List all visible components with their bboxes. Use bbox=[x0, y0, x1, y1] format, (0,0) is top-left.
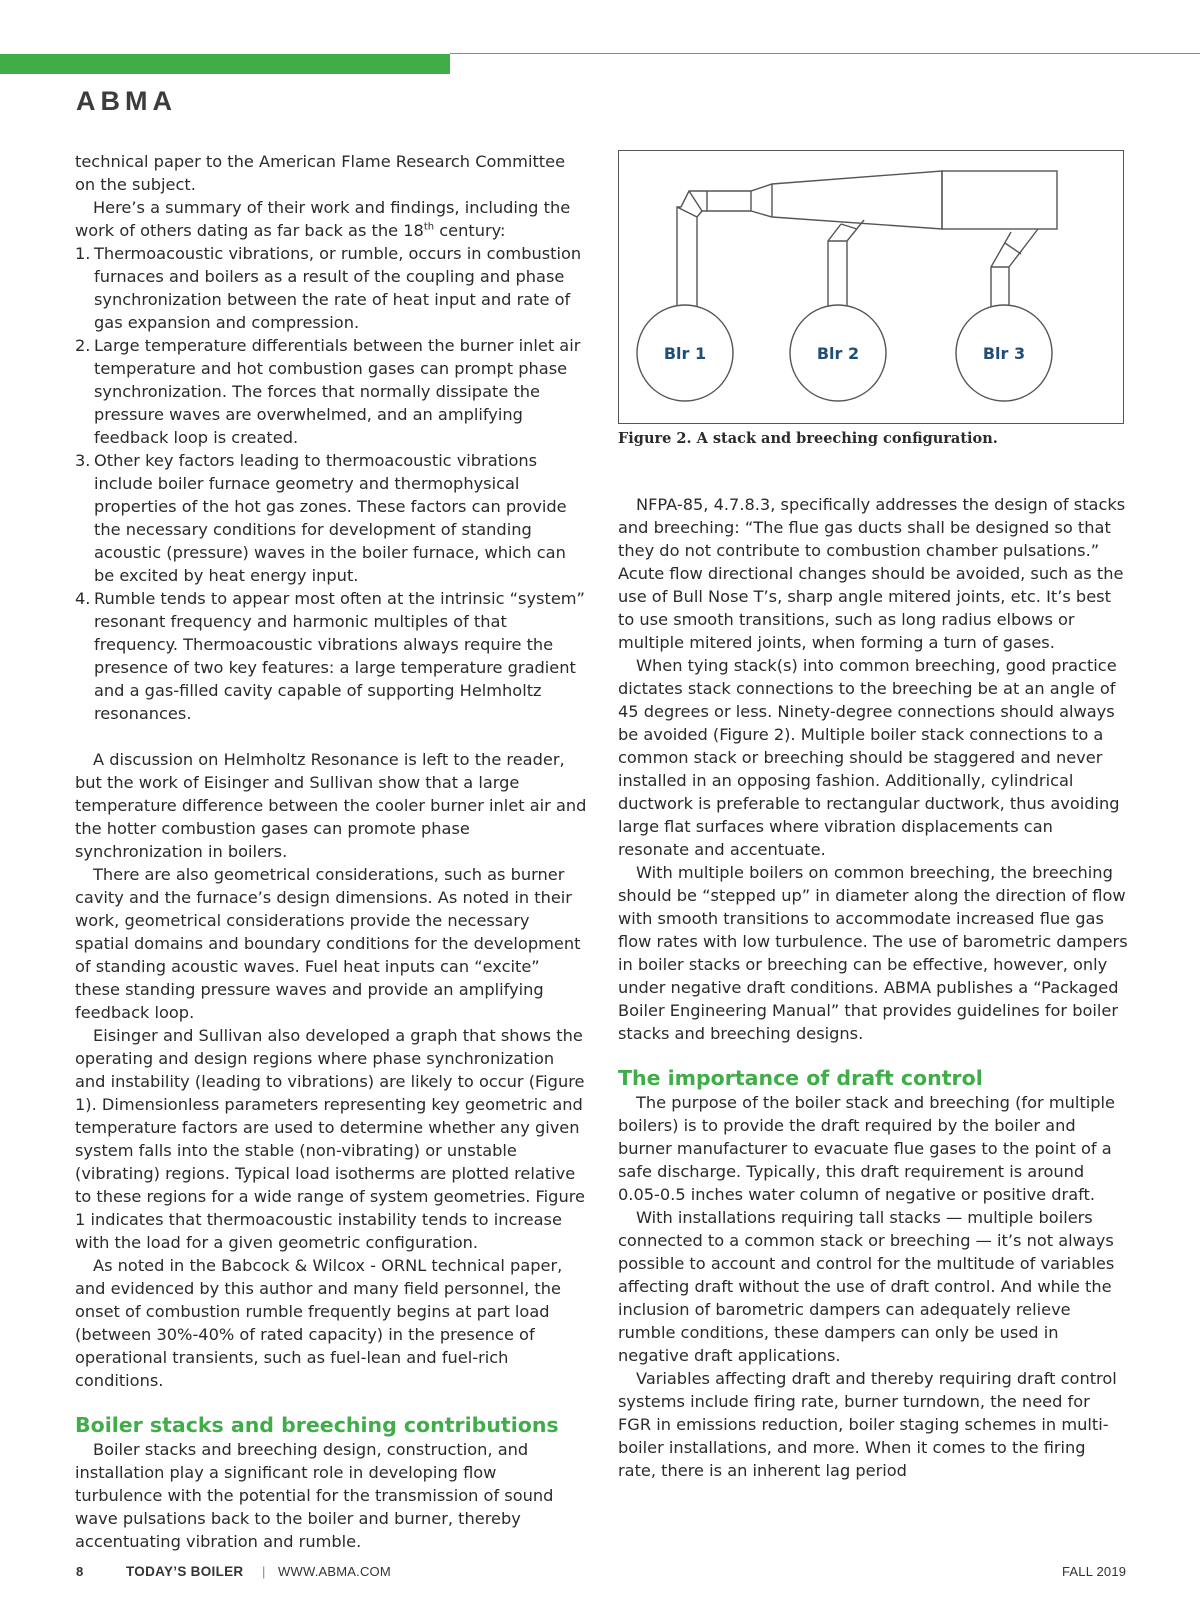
summary-text: Here’s a summary of their work and findings, including the work of others dating as far back as the 18 bbox=[75, 198, 571, 240]
figure-stack-breeching bbox=[618, 150, 1124, 424]
helmholtz-paragraph: A discussion on Helmholtz Resonance is left to the reader, but the work of Eisinger and Sullivan show that a large temperature difference between the cooler burner inlet air and the hotter combustion gases can promote phase synchronization in boilers. bbox=[75, 750, 587, 861]
issue-date: FALL 2019 bbox=[1062, 1564, 1127, 1579]
stack-3 bbox=[991, 229, 1038, 309]
multiple-boilers-paragraph: With multiple boilers on common breeching, the breeching should be “stepped up” in diameter along the direction of flow with smooth transitions to accommodate increased flue gas flow rates with low turbulence. The use of barometric dampers in boiler stacks or breeching can be effective, however, only under negative draft conditions. ABMA publishes a “Packaged Boiler Engineering Manual” that provides guidelines for boiler stacks and breeching designs. bbox=[618, 863, 1128, 1043]
list-text: Large temperature differentials between the burner inlet air temperature and hot combustion gases can prompt phase synchronization. The forces that normally dissipate the pressure waves are overwhelmed, and an amplifying feedback loop is created. bbox=[94, 336, 581, 447]
footer-separator: | bbox=[262, 1564, 266, 1579]
list-number: 1. bbox=[75, 244, 91, 263]
summary-paragraph bbox=[75, 196, 587, 242]
left-column bbox=[75, 150, 587, 1553]
stack-2 bbox=[828, 220, 864, 309]
section-heading-draft: The importance of draft control bbox=[618, 1066, 983, 1090]
boiler-3-label: Blr 3 bbox=[982, 344, 1026, 363]
nfpa-paragraph: NFPA-85, 4.7.8.3, specifically addresses the design of stacks and breeching: “The flue gas ducts shall be designed so that they do not contribute to combustion chamber pulsations.” Acute flow directional changes should be avoided, such as the use of Bull Nose T’s, sharp angle mitered joints, etc. It’s best to use smooth transitions, such as long radius elbows or multiple mitered joints, when forming a turn of gases. bbox=[618, 495, 1126, 652]
purpose-paragraph: The purpose of the boiler stack and breeching (for multiple boilers) is to provide the draft required by the boiler and burner manufacturer to evacuate flue gases to the point of a safe discharge. Typically, this draft requirement is around 0.05-0.5 inches water column of negative or positive draft. bbox=[618, 1093, 1115, 1204]
list-item bbox=[75, 334, 587, 449]
list-item bbox=[75, 242, 587, 334]
boiler-1-label: Blr 1 bbox=[663, 344, 707, 363]
stacks-paragraph: Boiler stacks and breeching design, construction, and installation play a significant role in developing flow turbulence with the potential for the transmission of sound wave pulsations back to the boiler and burner, thereby accentuating vibration and rumble. bbox=[75, 1440, 554, 1551]
stack-diagram bbox=[619, 151, 1125, 425]
page-number: 8 bbox=[76, 1564, 84, 1579]
list-number: 2. bbox=[75, 336, 91, 355]
publication-name: TODAY’S BOILER bbox=[126, 1564, 244, 1579]
header-accent-bar bbox=[0, 54, 450, 74]
ordinal-superscript: th bbox=[423, 221, 435, 233]
list-number: 3. bbox=[75, 451, 91, 470]
findings-list bbox=[75, 242, 587, 725]
figure-caption: Figure 2. A stack and breeching configuration. bbox=[618, 430, 998, 447]
summary-text-end: century: bbox=[434, 221, 506, 240]
tall-stacks-paragraph: With installations requiring tall stacks — multiple boilers connected to a common stack or breeching — it’s not always possible to account and control for the multitude of variables affecting draft without the use of draft control. And while the inclusion of barometric dampers can adequately relieve rumble conditions, these dampers can only be used in negative draft applications. bbox=[618, 1208, 1115, 1365]
list-number: 4. bbox=[75, 589, 91, 608]
footer-url-link[interactable]: WWW.ABMA.COM bbox=[278, 1564, 391, 1579]
babcock-paragraph: As noted in the Babcock & Wilcox - ORNL technical paper, and evidenced by this author and many field personnel, the onset of combustion rumble frequently begins at part load (between 30%-40% of rated capacity) in the presence of operational transients, such as fuel-lean and fuel-rich conditions. bbox=[75, 1256, 563, 1390]
list-text: Rumble tends to appear most often at the intrinsic “system” resonant frequency and harmonic multiples of that frequency. Thermoacoustic vibrations always require the presence of two key features: a large temperature gradient and a gas-filled cavity capable of supporting Helmholtz resonances. bbox=[94, 589, 585, 723]
right-column bbox=[618, 493, 1128, 1482]
list-item bbox=[75, 449, 587, 587]
intro-paragraph: technical paper to the American Flame Research Committee on the subject. bbox=[75, 152, 566, 194]
section-heading-stacks: Boiler stacks and breeching contributions bbox=[75, 1413, 559, 1437]
stack-1 bbox=[677, 207, 697, 306]
list-item bbox=[75, 587, 587, 725]
geometry-paragraph: There are also geometrical considerations, such as burner cavity and the furnace’s design dimensions. As noted in their work, geometrical considerations provide the necessary spatial domains and boundary conditions for the development of standing acoustic waves. Fuel heat inputs can “excite” these standing pressure waves and provide an amplifying feedback loop. bbox=[75, 865, 581, 1022]
masthead-logo: ABMA bbox=[76, 86, 177, 116]
header-rule bbox=[450, 53, 1200, 54]
tying-paragraph: When tying stack(s) into common breeching, good practice dictates stack connections to the breeching be at an angle of 45 degrees or less. Ninety-degree connections should always be avoided (Figure 2). Multiple boiler stack connections to a common stack or breeching should be staggered and never installed in an opposing fashion. Additionally, cylindrical ductwork is preferable to rectangular ductwork, thus avoiding large flat surfaces where vibration displacements can resonate and accentuate. bbox=[618, 656, 1120, 859]
variables-paragraph: Variables affecting draft and thereby requiring draft control systems include firing rate, burner turndown, the need for FGR in emissions reduction, boiler staging schemes in multi-boiler installations, and more. When it comes to the firing rate, there is an inherent lag period bbox=[618, 1369, 1117, 1480]
graph-paragraph: Eisinger and Sullivan also developed a graph that shows the operating and design regions where phase synchronization and instability (leading to vibrations) are likely to occur (Figure 1). Dimensionless parameters representing key geometric and temperature factors are used to determine whether any given system falls into the stable (non-vibrating) or unstable (vibrating) regions. Typical load isotherms are plotted relative to these regions for a wide range of system geometries. Figure 1 indicates that thermoacoustic instability tends to increase with the load for a given geometric configuration. bbox=[75, 1026, 585, 1252]
list-text: Thermoacoustic vibrations, or rumble, occurs in combustion furnaces and boilers as a result of the coupling and phase synchronization between the rate of heat input and rate of gas expansion and compression. bbox=[94, 244, 582, 332]
boiler-2-label: Blr 2 bbox=[816, 344, 860, 363]
list-text: Other key factors leading to thermoacoustic vibrations include boiler furnace geometry and thermophysical properties of the hot gas zones. These factors can provide the necessary conditions for development of standing acoustic (pressure) waves in the boiler furnace, which can be excited by heat energy input. bbox=[94, 451, 567, 585]
breeching-duct bbox=[681, 171, 942, 229]
